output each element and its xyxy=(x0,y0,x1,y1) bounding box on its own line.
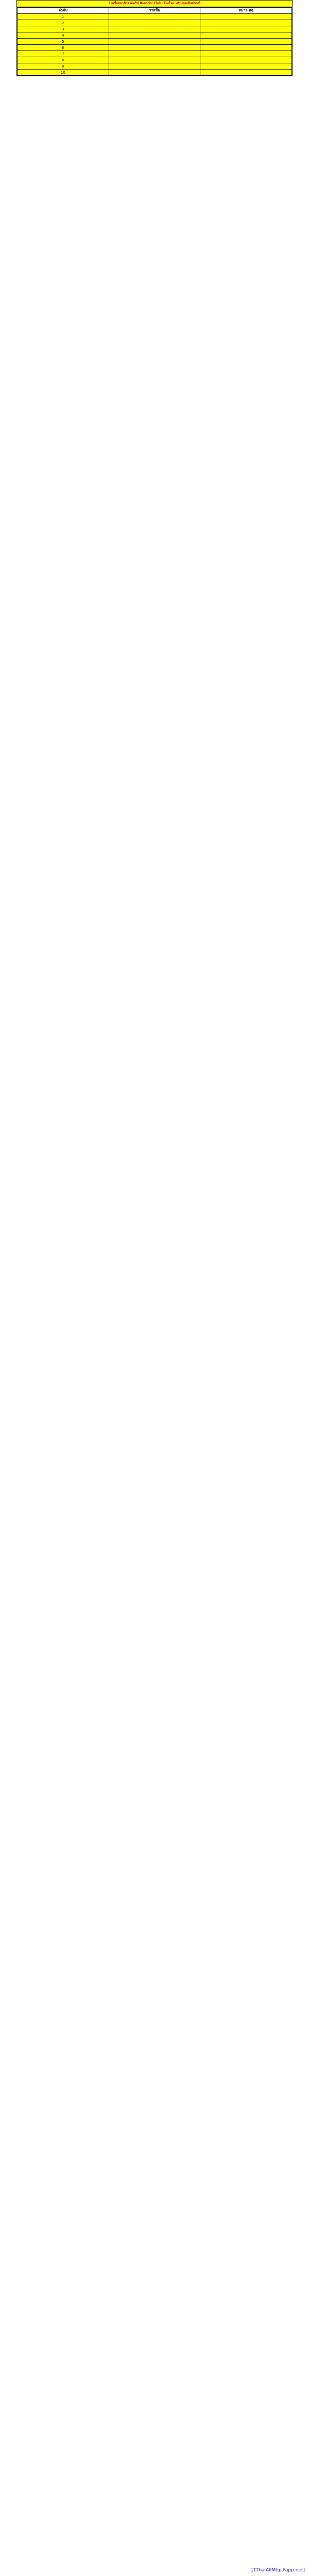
cell-name xyxy=(109,39,200,45)
cell-name xyxy=(109,26,200,32)
table-row xyxy=(18,57,292,63)
sheet-title: รายชื่อสมาชิกร่วมทริป Bianchi Club เชียงใหม่ ทริป ดอยอินทนนท์ xyxy=(17,1,292,7)
cell-note xyxy=(200,63,292,70)
cell-no: 3 xyxy=(18,26,109,32)
table-row xyxy=(18,39,292,45)
cell-no: 6 xyxy=(18,45,109,51)
table-row xyxy=(18,26,292,32)
column-header-name: รายชื่อ xyxy=(109,8,200,14)
table-row xyxy=(18,70,292,76)
cell-no: 10 xyxy=(18,70,109,76)
cell-note xyxy=(200,14,292,20)
cell-note xyxy=(200,20,292,26)
cell-name xyxy=(109,63,200,70)
cell-no: 7 xyxy=(18,51,109,57)
member-sheet xyxy=(16,0,293,76)
column-header-no: ลำดับ xyxy=(18,8,109,14)
member-table xyxy=(17,7,292,76)
cell-name xyxy=(109,57,200,63)
cell-note xyxy=(200,70,292,76)
table-row xyxy=(18,51,292,57)
cell-name xyxy=(109,51,200,57)
table-row xyxy=(18,32,292,39)
cell-name xyxy=(109,14,200,20)
cell-note xyxy=(200,57,292,63)
cell-name xyxy=(109,32,200,39)
cell-no: 8 xyxy=(18,57,109,63)
table-row xyxy=(18,45,292,51)
cell-no: 4 xyxy=(18,32,109,39)
cell-no: 1 xyxy=(18,14,109,20)
column-header-note: หมายเหตุ xyxy=(200,8,292,14)
cell-no: 2 xyxy=(18,20,109,26)
cell-name xyxy=(109,45,200,51)
cell-no: 5 xyxy=(18,39,109,45)
cell-name xyxy=(109,20,200,26)
table-row xyxy=(18,63,292,70)
header-row xyxy=(18,8,292,14)
cell-note xyxy=(200,51,292,57)
cell-note xyxy=(200,39,292,45)
cell-note xyxy=(200,32,292,39)
table-row xyxy=(18,14,292,20)
table-row xyxy=(18,20,292,26)
cell-note xyxy=(200,45,292,51)
cell-no: 9 xyxy=(18,63,109,70)
cell-note xyxy=(200,26,292,32)
watermark: [TThaiAllMtip.Fapp.net] xyxy=(251,2568,305,2573)
cell-name xyxy=(109,70,200,76)
